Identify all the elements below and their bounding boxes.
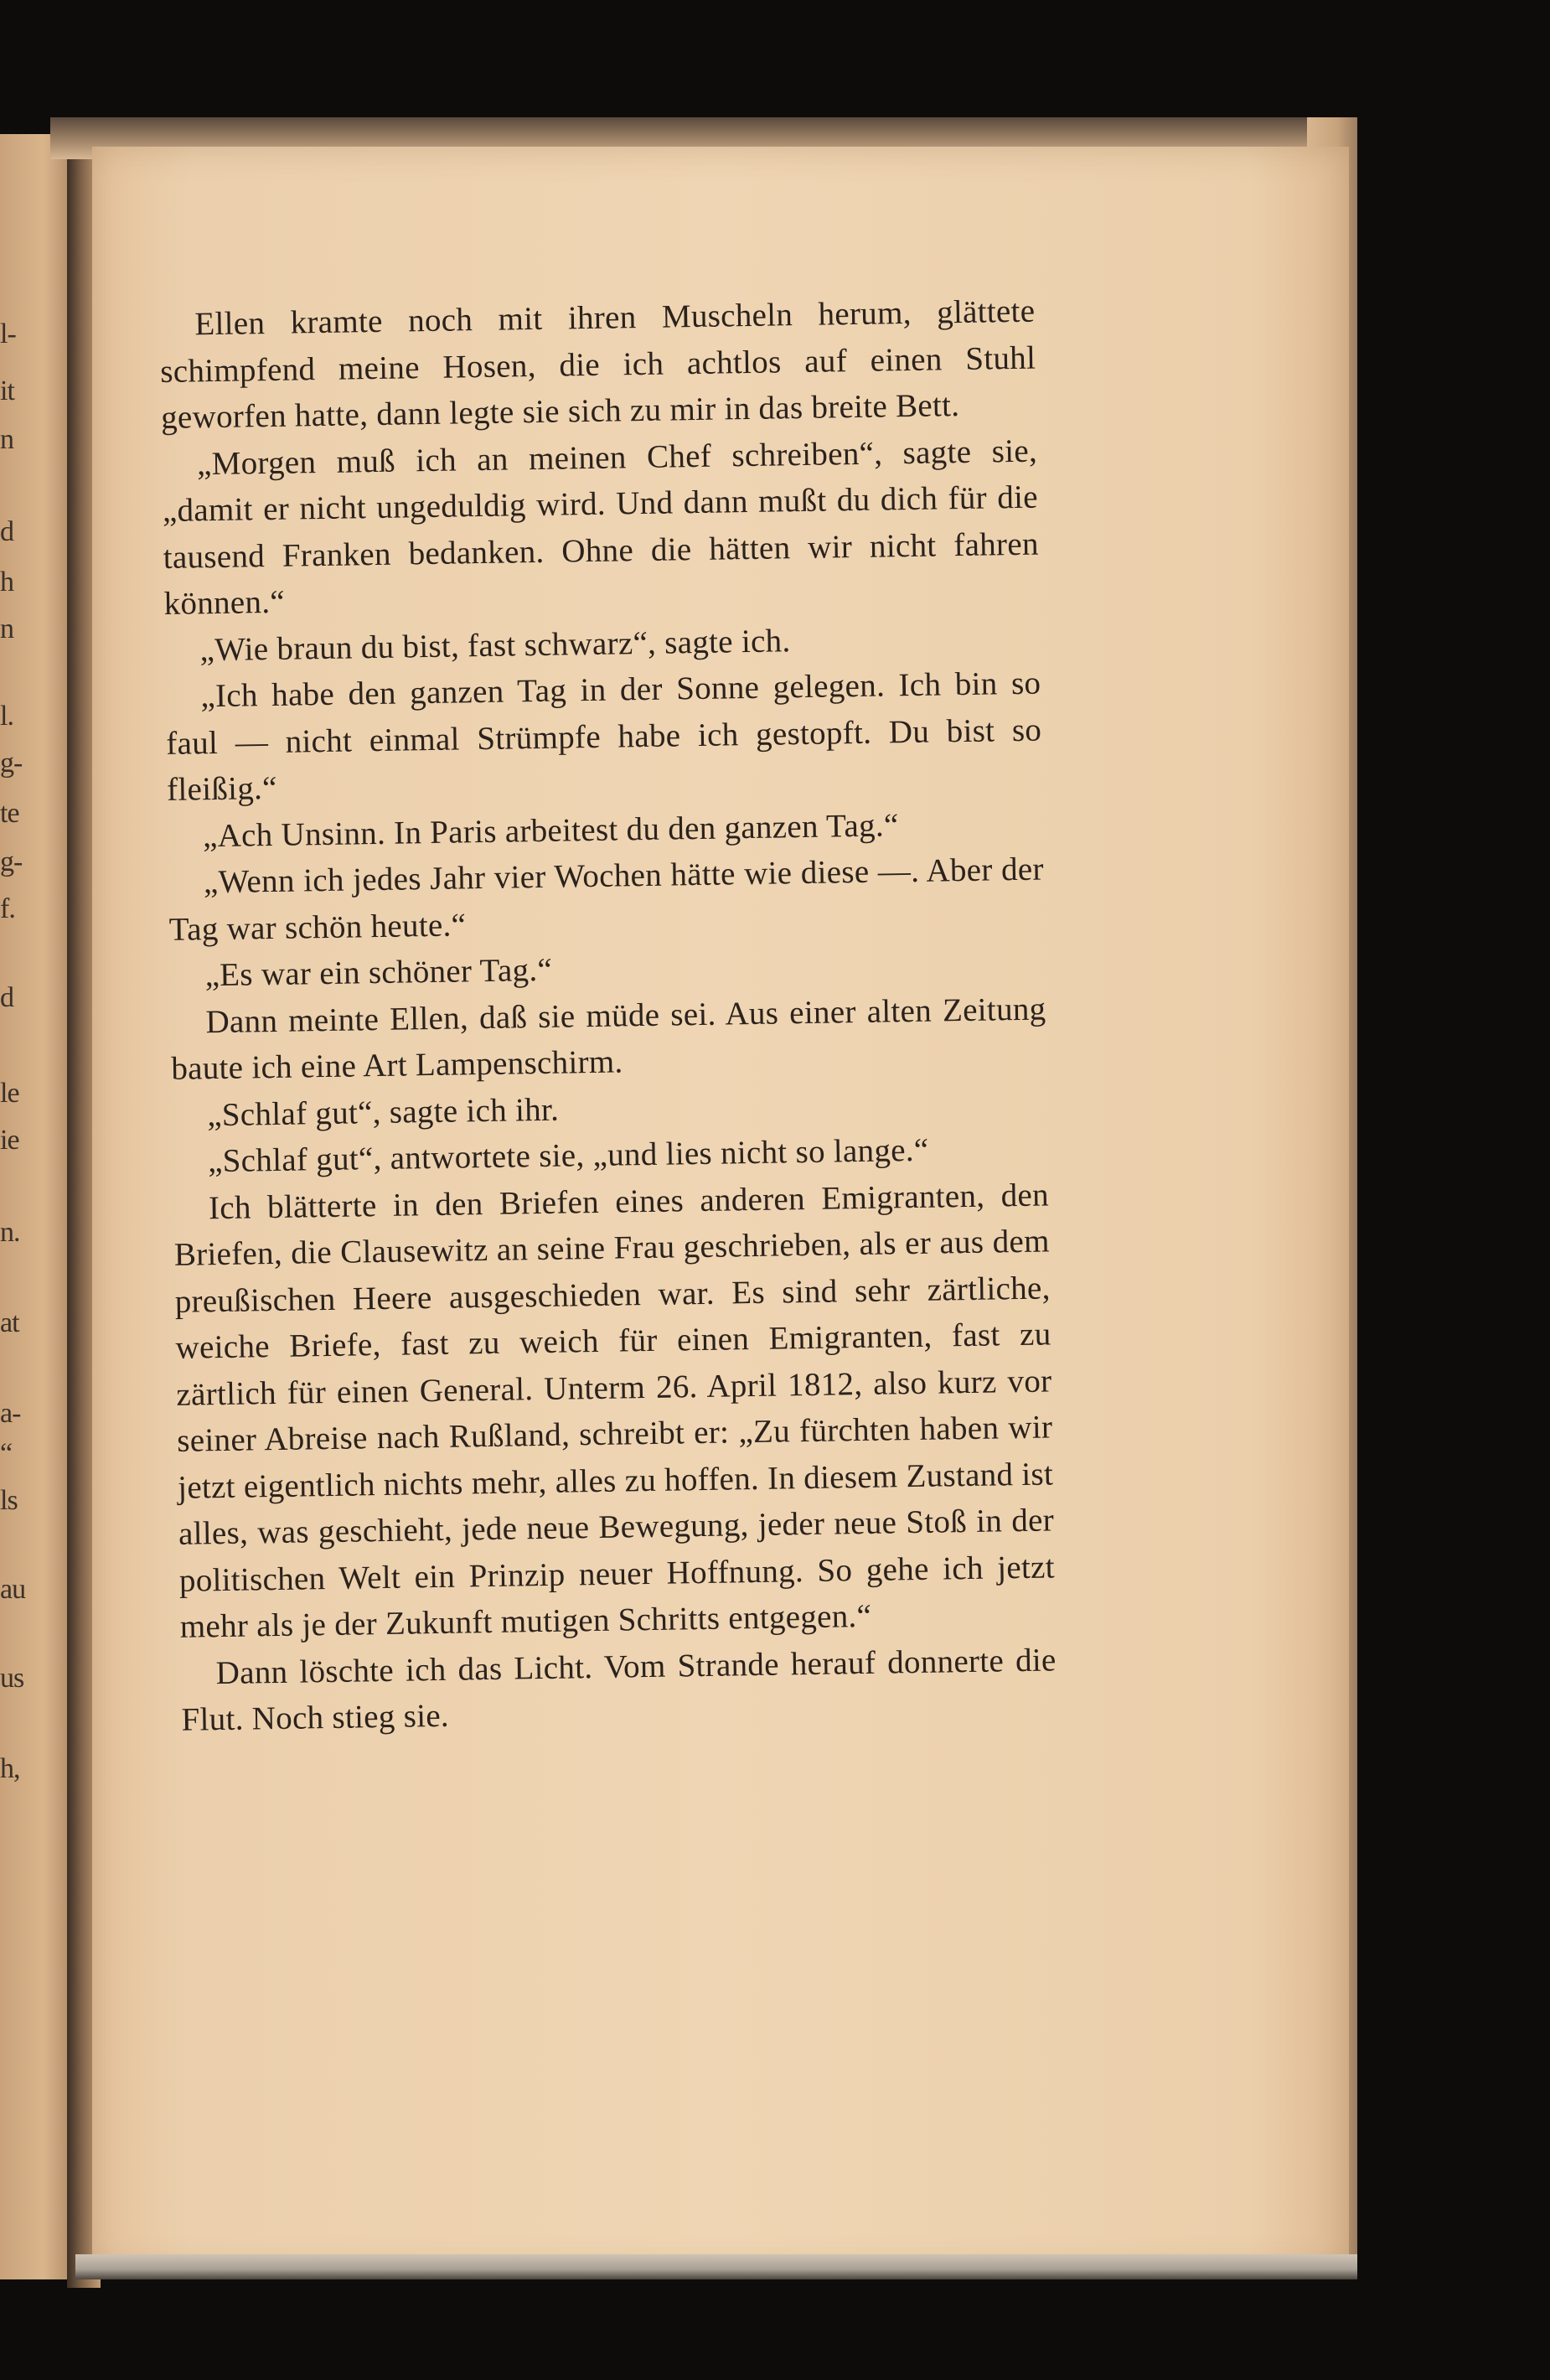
paragraph: „Schlaf gut“, antwortete sie, „und lies nicht so lange.“: [207, 1131, 929, 1180]
left-page-fragment: l-: [0, 318, 16, 349]
paragraph: „Ach Unsinn. In Paris arbeitest du den ganzen Tag.“: [202, 806, 899, 854]
left-page-fragment: l.: [0, 701, 13, 732]
page-text: [159, 288, 1057, 1744]
left-page-fragment: h: [0, 567, 13, 598]
paragraph: „Wenn ich jedes Jahr vier Wochen hätte wie diese —. Aber der Tag war schön heute.“: [168, 851, 1045, 948]
left-page-fragment: h,: [0, 1753, 20, 1784]
paragraph: Dann meinte Ellen, daß sie müde sei. Aus einer alten Zeitung baute ich eine Art Lampenschirm.: [171, 990, 1046, 1087]
left-page-fragment: le: [0, 1078, 19, 1109]
paragraph: „Es war ein schöner Tag.“: [204, 951, 553, 994]
paragraph: „Schlaf gut“, sagte ich ihr.: [206, 1091, 560, 1133]
left-page-fragment: ls: [0, 1485, 18, 1516]
left-page-fragment: te: [0, 798, 19, 829]
left-page-fragment: n: [0, 613, 13, 644]
left-page-fragment: “: [0, 1438, 13, 1469]
left-page-fragment: us: [0, 1663, 24, 1694]
paragraph: Dann löschte ich das Licht. Vom Strande herauf donnerte die Flut. Noch stieg sie.: [181, 1641, 1057, 1738]
left-page-fragment: f.: [0, 893, 15, 924]
left-page-fragment: d: [0, 982, 13, 1013]
paragraph: „Morgen muß ich an meinen Chef schreiben“, sagte sie, „damit er nicht ungeduldig wird. Und dann mußt du dich für die tausend Franken bedanken. Ohne die hätten wir nicht fahren können.“: [162, 432, 1039, 622]
bottom-edge: [75, 2254, 1357, 2279]
left-page-fragment: ie: [0, 1125, 19, 1156]
left-page-fragment: a-: [0, 1398, 21, 1429]
left-page-fragment: at: [0, 1307, 19, 1338]
left-page-fragment: g-: [0, 748, 23, 779]
left-page-fragment: g-: [0, 846, 23, 877]
left-page-fragment: n.: [0, 1217, 20, 1248]
left-page-fragment: d: [0, 516, 13, 547]
paragraph: Ich blätterte in den Briefen eines anderen Emigranten, den Briefen, die Clausewitz an seine Frau geschrieben, als er aus dem preußischen Heere ausgeschieden war. Es sind sehr zärtliche, weiche Briefe, fast zu weich für einen Emigranten, fast zu zärtlich für einen General. Unterm 26. April 1812, also kurz vor seiner Abreise nach Rußland, schreibt er: „Zu fürchten haben wir jetzt eigentlich nichts mehr, alles zu hoffen. In diesem Zustand ist alles, was geschieht, jede neue Bewegung, jeder neue Stoß in der politischen Welt ein Prinzip neuer Hoffnung. So gehe ich jetzt mehr als je der Zukunft mutigen Schritts entgegen.“: [173, 1176, 1056, 1645]
paragraph: Ellen kramte noch mit ihren Muscheln herum, glättete schimpfend meine Hosen, die ich achtlos auf einen Stuhl geworfen hatte, dann legte sie sich zu mir in das breite Bett.: [159, 292, 1036, 436]
paragraph: „Wie braun du bist, fast schwarz“, sagte ich.: [199, 622, 791, 668]
paragraph: „Ich habe den ganzen Tag in der Sonne gelegen. Ich bin so faul — nicht einmal Strümpfe habe ich gestopft. Du bist so fleißig.“: [165, 665, 1042, 808]
left-page-fragment: it: [0, 375, 14, 406]
left-page-fragment: n: [0, 424, 13, 455]
left-page-fragment: au: [0, 1574, 26, 1605]
